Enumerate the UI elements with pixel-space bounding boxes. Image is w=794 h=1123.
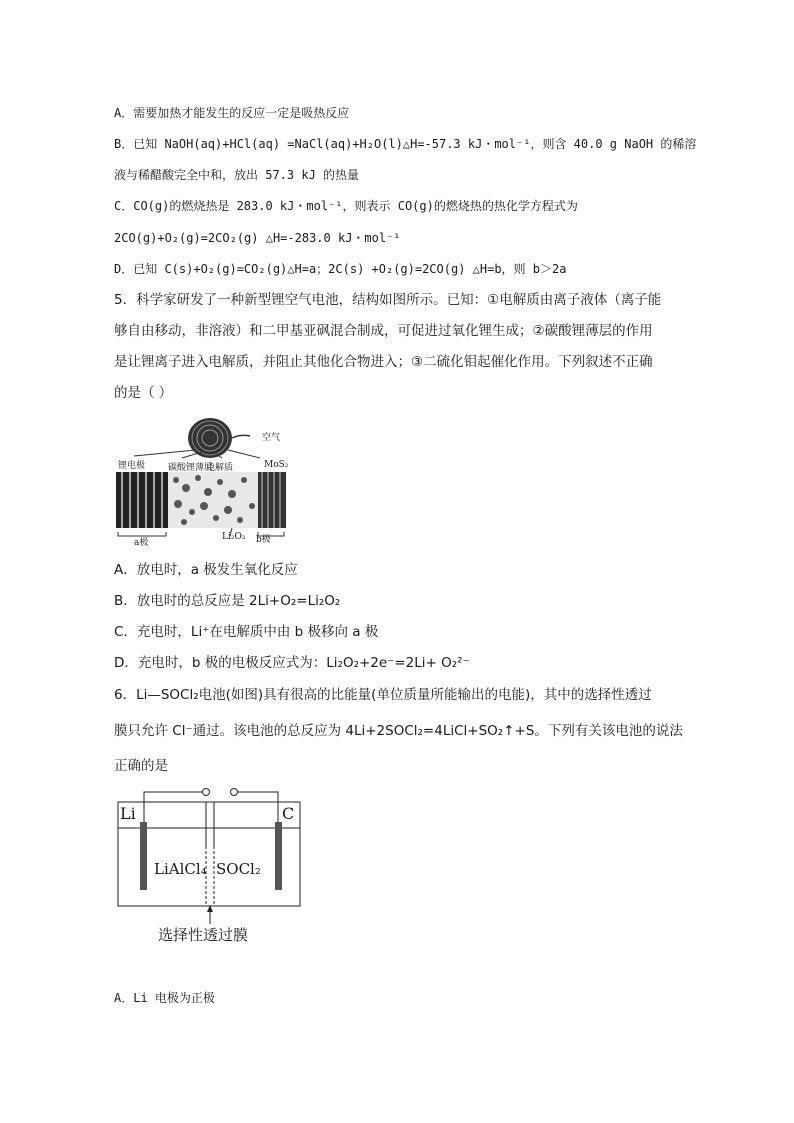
option-a: A．需要加热才能发生的反应一定是吸热反应 xyxy=(114,106,350,120)
question-5-option-a: A．放电时，a 极发生氧化反应 xyxy=(114,562,298,578)
li-electrode-label: 锂电极 xyxy=(118,461,146,471)
question-5-option-c: C．充电时，Li⁺在电解质中由 b 极移向 a 极 xyxy=(114,624,379,640)
li-electrode-label: Li xyxy=(120,804,136,823)
question-5-option-d: D．充电时，b 极的电极反应式为：Li₂O₂+2e⁻=2Li+ O₂²⁻ xyxy=(114,655,470,671)
question-5-option-b: B．放电时的总反应是 2Li+O₂=Li₂O₂ xyxy=(114,593,341,609)
option-c-line1: C．CO(g)的燃烧热是 283.0 kJ・mol⁻¹，则表示 CO(g)的燃烧热的热化学方程式为 xyxy=(114,199,578,213)
a-pole-label: a极 xyxy=(134,538,149,548)
question-6-option-a: A．Li 电极为正极 xyxy=(114,991,215,1005)
question-5-line2: 够自由移动，非溶液）和二甲基亚砜混合制成，可促进过氧化锂生成；②碳酸锂薄层的作用 xyxy=(114,323,653,339)
b-pole-label: b极 xyxy=(256,535,271,545)
question-5-line4: 的是（ ） xyxy=(114,385,173,401)
question-6-line2: 膜只允许 Cl⁻通过。该电池的总反应为 4Li+2SOCl₂=4LiCl+SO₂↑+S。下列有关该电池的说法 xyxy=(114,723,683,739)
lithium-air-battery-figure xyxy=(112,412,302,546)
carbonate-layer-label: 碳酸锂薄层 xyxy=(168,463,214,473)
question-6-line3: 正确的是 xyxy=(114,758,168,774)
membrane-label: 选择性透过膜 xyxy=(158,926,249,944)
li-socl2-cell-figure xyxy=(112,784,308,948)
question-5-line1: 5．科学家研发了一种新型锂空气电池，结构如图所示。已知：①电解质由离子液体（离子能 xyxy=(114,292,662,308)
option-b-line2: 液与稀醋酸完全中和，放出 57.3 kJ 的热量 xyxy=(114,168,360,182)
option-d: D．已知 C(s)+O₂(g)=CO₂(g)△H=a；2C(s) +O₂(g)=2CO(g) △H=b，则 b＞2a xyxy=(114,262,567,276)
option-c-line2: 2CO(g)+O₂(g)=2CO₂(g) △H=-283.0 kJ・mol⁻¹ xyxy=(114,231,401,245)
lialcl4-label: LiAlCl₄ xyxy=(154,860,207,878)
question-5-line3: 是让锂离子进入电解质，并阻止其他化合物进入；③二硫化钼起催化作用。下列叙述不正确 xyxy=(114,354,653,370)
air-label: 空气 xyxy=(262,433,281,443)
electrolyte-label: 电解质 xyxy=(206,463,234,473)
question-6-line1: 6．Li—SOCl₂电池(如图)具有很高的比能量(单位质量所能输出的电能)，其中的选择性透过 xyxy=(114,687,652,703)
c-electrode-label: C xyxy=(282,804,295,823)
socl2-label: SOCl₂ xyxy=(216,860,261,878)
option-b-line1: B．已知 NaOH(aq)+HCl(aq) =NaCl(aq)+H₂O(l)△H=-57.3 kJ・mol⁻¹，则含 40.0 g NaOH 的稀溶 xyxy=(114,137,697,151)
li2o2-label: Li₂O₂ xyxy=(222,532,246,542)
mos2-label: MoS₂ xyxy=(264,460,289,470)
